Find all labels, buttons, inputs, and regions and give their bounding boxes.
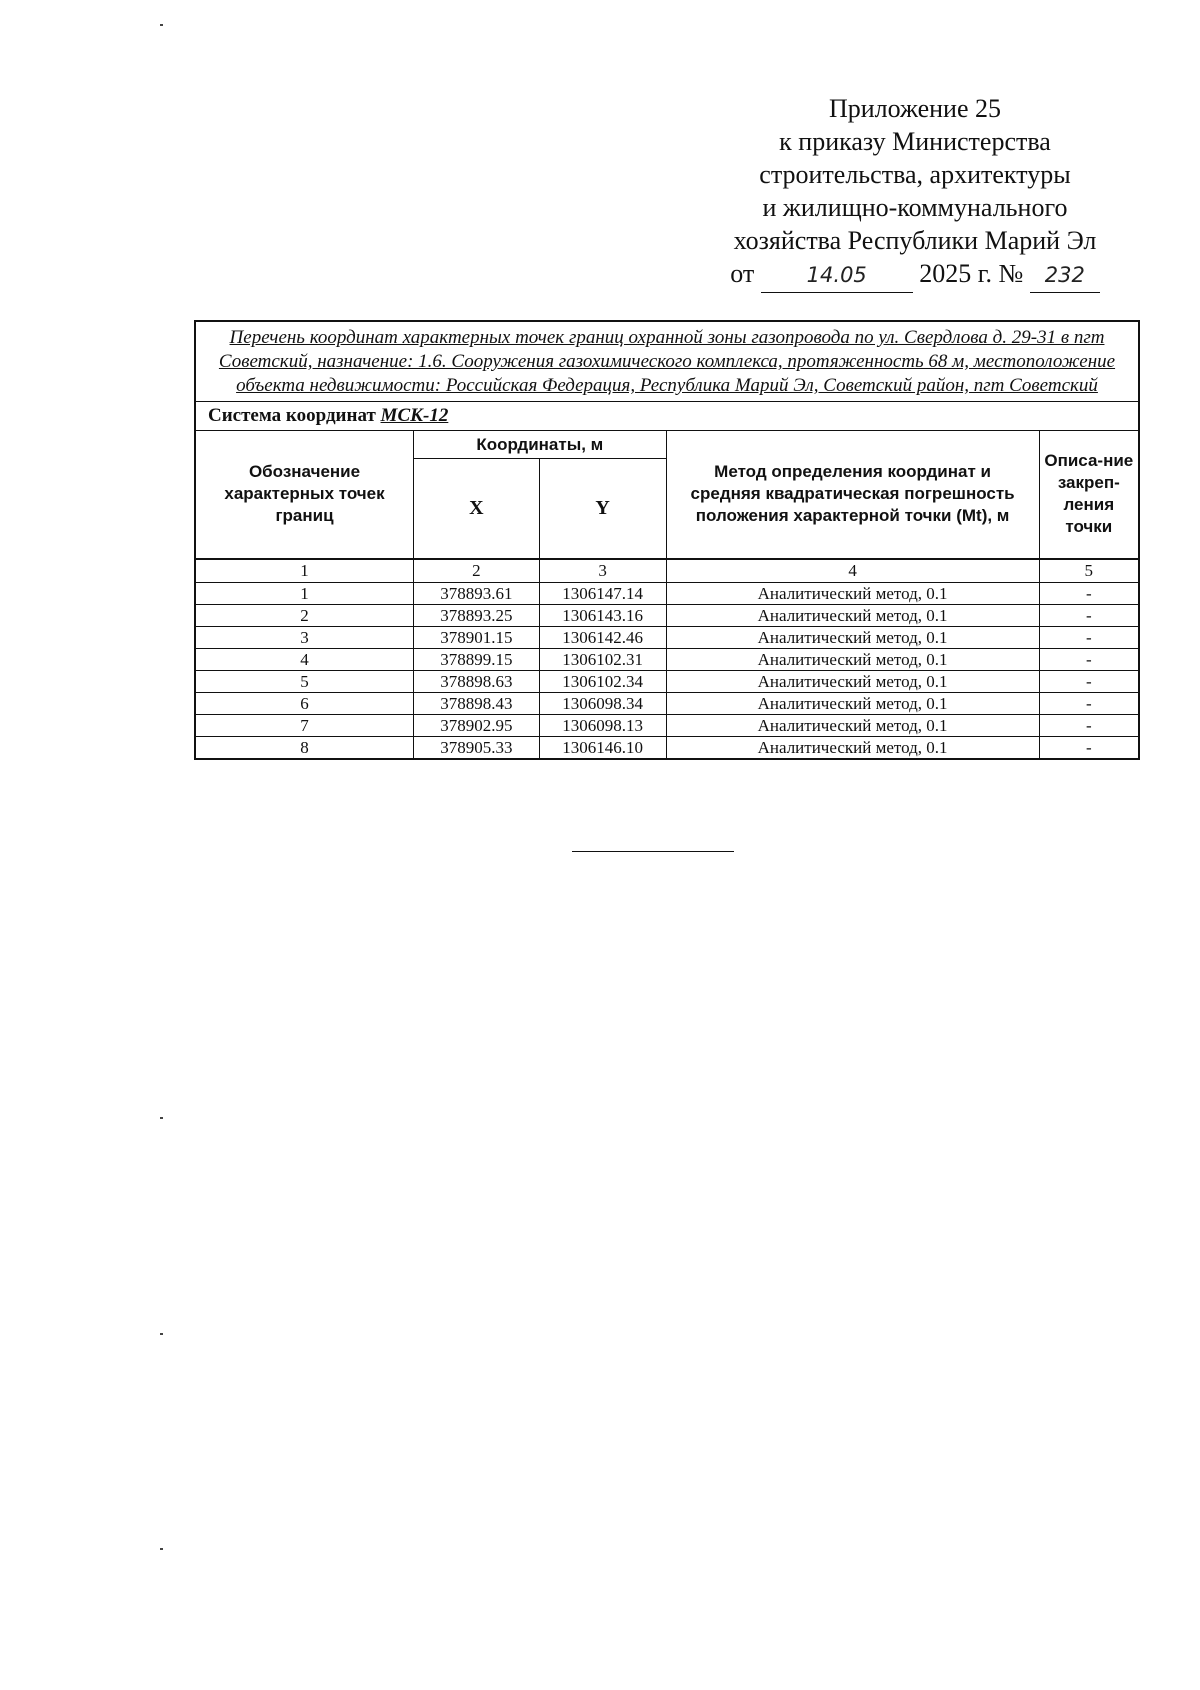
description-cell: - (1039, 670, 1139, 692)
point-cell: 2 (195, 604, 414, 626)
column-number: 5 (1039, 559, 1139, 583)
point-cell: 1 (195, 582, 414, 604)
description-cell: - (1039, 736, 1139, 759)
y-cell: 1306102.31 (539, 648, 666, 670)
x-cell: 378902.95 (414, 714, 540, 736)
ministry-line-1: строительства, архитектуры (759, 160, 1071, 189)
table-row (195, 604, 1139, 626)
method-cell: Аналитический метод, 0.1 (666, 582, 1039, 604)
table-caption: Перечень координат характерных точек границ охранной зоны газопровода по ул. Свердлова д. 29-31 в пгт Советский, назначение: 1.6. Сооружения газохимического комплекса, протяженность 68 м, местоположение объекта недвижимости: Российская Федерация, Республика Марий Эл, Советский район, пгт Советский (195, 321, 1139, 402)
x-cell: 378893.25 (414, 604, 540, 626)
y-cell: 1306098.34 (539, 692, 666, 714)
column-number: 4 (666, 559, 1039, 583)
coordinates-table (194, 320, 1140, 760)
point-cell: 6 (195, 692, 414, 714)
ministry-line-2: и жилищно-коммунального (762, 193, 1068, 222)
header-y: Y (539, 459, 666, 559)
appendix-header (690, 92, 1140, 293)
y-cell: 1306146.10 (539, 736, 666, 759)
y-cell: 1306143.16 (539, 604, 666, 626)
order-reference-line: к приказу Министерства (779, 127, 1051, 156)
method-cell: Аналитический метод, 0.1 (666, 604, 1039, 626)
table-row (195, 648, 1139, 670)
column-number: 3 (539, 559, 666, 583)
table-row (195, 670, 1139, 692)
handwritten-date: 14.05 (761, 259, 913, 293)
description-cell: - (1039, 604, 1139, 626)
description-cell: - (1039, 582, 1139, 604)
method-cell: Аналитический метод, 0.1 (666, 670, 1039, 692)
date-prefix: от (730, 259, 755, 288)
y-cell: 1306147.14 (539, 582, 666, 604)
header-coordinates: Координаты, м (414, 431, 667, 459)
table-row (195, 692, 1139, 714)
header-designation: Обозначение характерных точек границ (195, 431, 414, 559)
x-cell: 378901.15 (414, 626, 540, 648)
scan-mark (160, 1548, 163, 1550)
point-cell: 8 (195, 736, 414, 759)
method-cell: Аналитический метод, 0.1 (666, 626, 1039, 648)
x-cell: 378905.33 (414, 736, 540, 759)
y-cell: 1306142.46 (539, 626, 666, 648)
scan-mark (160, 1333, 163, 1335)
method-cell: Аналитический метод, 0.1 (666, 692, 1039, 714)
description-cell: - (1039, 714, 1139, 736)
method-cell: Аналитический метод, 0.1 (666, 714, 1039, 736)
point-cell: 7 (195, 714, 414, 736)
scan-mark (160, 24, 163, 26)
point-cell: 4 (195, 648, 414, 670)
method-cell: Аналитический метод, 0.1 (666, 648, 1039, 670)
method-cell: Аналитический метод, 0.1 (666, 736, 1039, 759)
point-cell: 3 (195, 626, 414, 648)
header-x: X (414, 459, 540, 559)
table-row (195, 626, 1139, 648)
x-cell: 378899.15 (414, 648, 540, 670)
handwritten-order-number: 232 (1030, 259, 1100, 293)
column-number: 2 (414, 559, 540, 583)
x-cell: 378898.43 (414, 692, 540, 714)
column-number: 1 (195, 559, 414, 583)
y-cell: 1306102.34 (539, 670, 666, 692)
scan-mark (160, 1117, 163, 1119)
description-cell: - (1039, 626, 1139, 648)
coordinate-system-label: Система координат (208, 405, 376, 426)
header-description: Описа-ние закреп-ления точки (1039, 431, 1139, 559)
column-number-row (195, 559, 1139, 583)
description-cell: - (1039, 648, 1139, 670)
point-cell: 5 (195, 670, 414, 692)
appendix-title: Приложение 25 (828, 94, 1002, 123)
x-cell: 378893.61 (414, 582, 540, 604)
table-row (195, 736, 1139, 759)
x-cell: 378898.63 (414, 670, 540, 692)
order-date-line (690, 257, 1140, 293)
y-cell: 1306098.13 (539, 714, 666, 736)
description-cell: - (1039, 692, 1139, 714)
table-row (195, 582, 1139, 604)
year-text: 2025 г. № (919, 259, 1024, 288)
end-separator-line (572, 851, 734, 852)
coordinate-system-row (195, 402, 1139, 431)
coordinate-system-value: МСК-12 (380, 405, 449, 426)
table-row (195, 714, 1139, 736)
header-method: Метод определения координат и средняя квадратическая погрешность положения характерной точки (Mt), м (666, 431, 1039, 559)
ministry-line-3: хозяйства Республики Марий Эл (733, 226, 1097, 255)
